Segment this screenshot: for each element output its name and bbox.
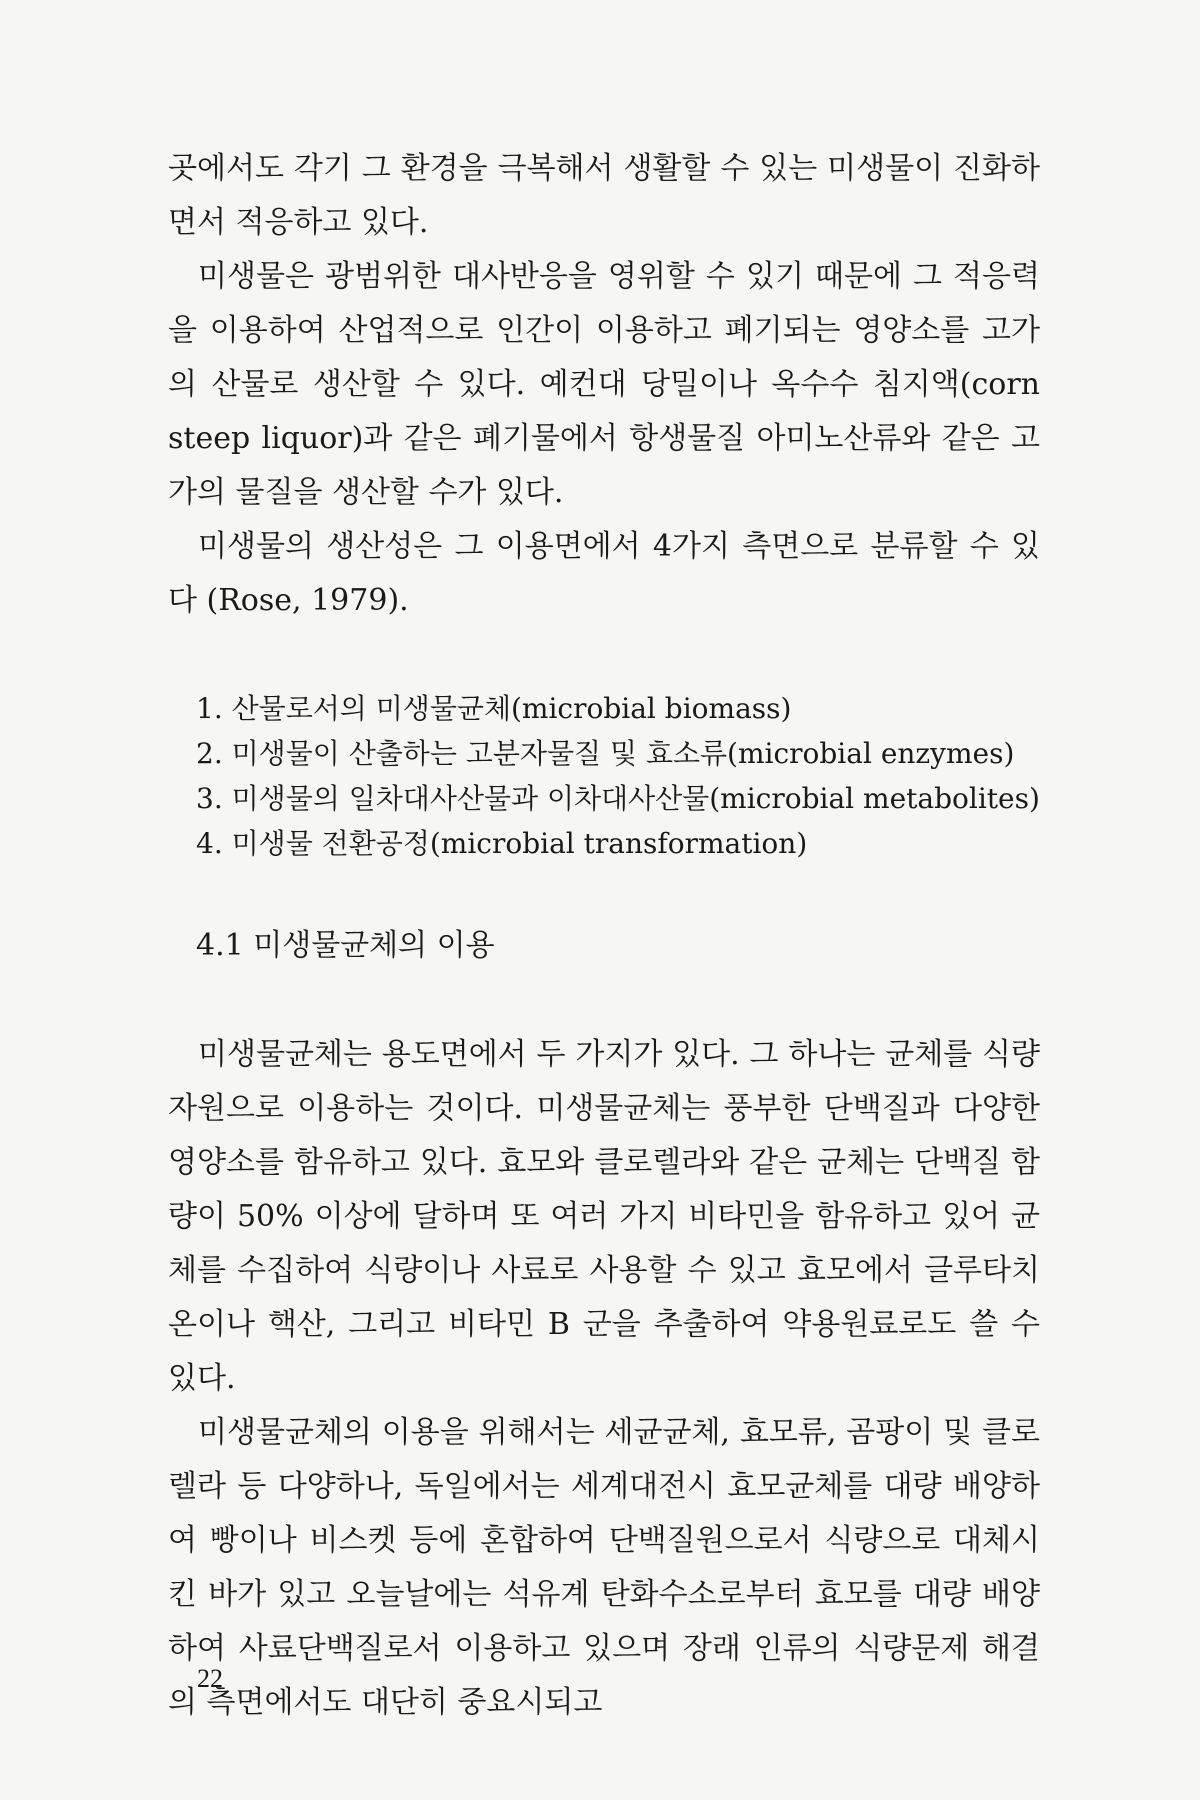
paragraph-3: 미생물의 생산성은 그 이용면에서 4가지 측면으로 분류할 수 있다 (Rose, 1979). <box>168 529 1040 618</box>
paragraph-2: 미생물은 광범위한 대사반응을 영위할 수 있기 때문에 그 적응력을 이용하여 산업적으로 인간이 이용하고 폐기되는 영양소를 고가의 산물로 생산할 수 있다. 예컨대 당밀이나 옥수수 침지액(corn steep liquor)과 같은 폐기물에서 항생물질 아미노산류와 같은 고가의 물질을 생산할 수가 있다. <box>168 259 1040 510</box>
productivity-list <box>196 686 1040 866</box>
section-paragraph-1: 미생물균체는 용도면에서 두 가지가 있다. 그 하나는 균체를 식량자원으로 이용하는 것이다. 미생물균체는 풍부한 단백질과 다양한 영양소를 함유하고 있다. 효모와 클로렐라와 같은 균체는 단백질 함량이 50% 이상에 달하며 또 여러 가지 비타민을 함유하고 있어 균체를 수집하여 식량이나 사료로 사용할 수 있고 효모에서 글루타치온이나 핵산, 그리고 비타민 B 군을 추출하여 약용원료로도 쓸 수 있다. <box>168 1037 1040 1396</box>
page-body <box>168 142 1040 1730</box>
section-paragraph-2: 미생물균체의 이용을 위해서는 세균균체, 효모류, 곰팡이 및 클로렐라 등 다양하나, 독일에서는 세계대전시 효모균체를 대량 배양하여 빵이나 비스켓 등에 혼합하여 단백질원으로서 식량으로 대체시킨 바가 있고 오늘날에는 석유계 탄화수소로부터 효모를 대량 배양하여 사료단백질로서 이용하고 있으며 장래 인류의 식량문제 해결의 측면에서도 대단히 중요시되고 <box>168 1415 1040 1720</box>
list-item: 3. 미생물의 일차대사산물과 이차대사산물(microbial metabolites) <box>196 782 1040 815</box>
paragraph-1: 곳에서도 각기 그 환경을 극복해서 생활할 수 있는 미생물이 진화하면서 적응하고 있다. <box>168 151 1040 240</box>
section-heading: 4.1 미생물균체의 이용 <box>196 928 495 963</box>
list-item: 2. 미생물이 산출하는 고분자물질 및 효소류(microbial enzymes) <box>196 737 1015 770</box>
list-item: 4. 미생물 전환공정(microbial transformation) <box>196 827 808 860</box>
list-item: 1. 산물로서의 미생물균체(microbial biomass) <box>196 692 792 725</box>
page-number: 22 <box>197 1664 223 1693</box>
